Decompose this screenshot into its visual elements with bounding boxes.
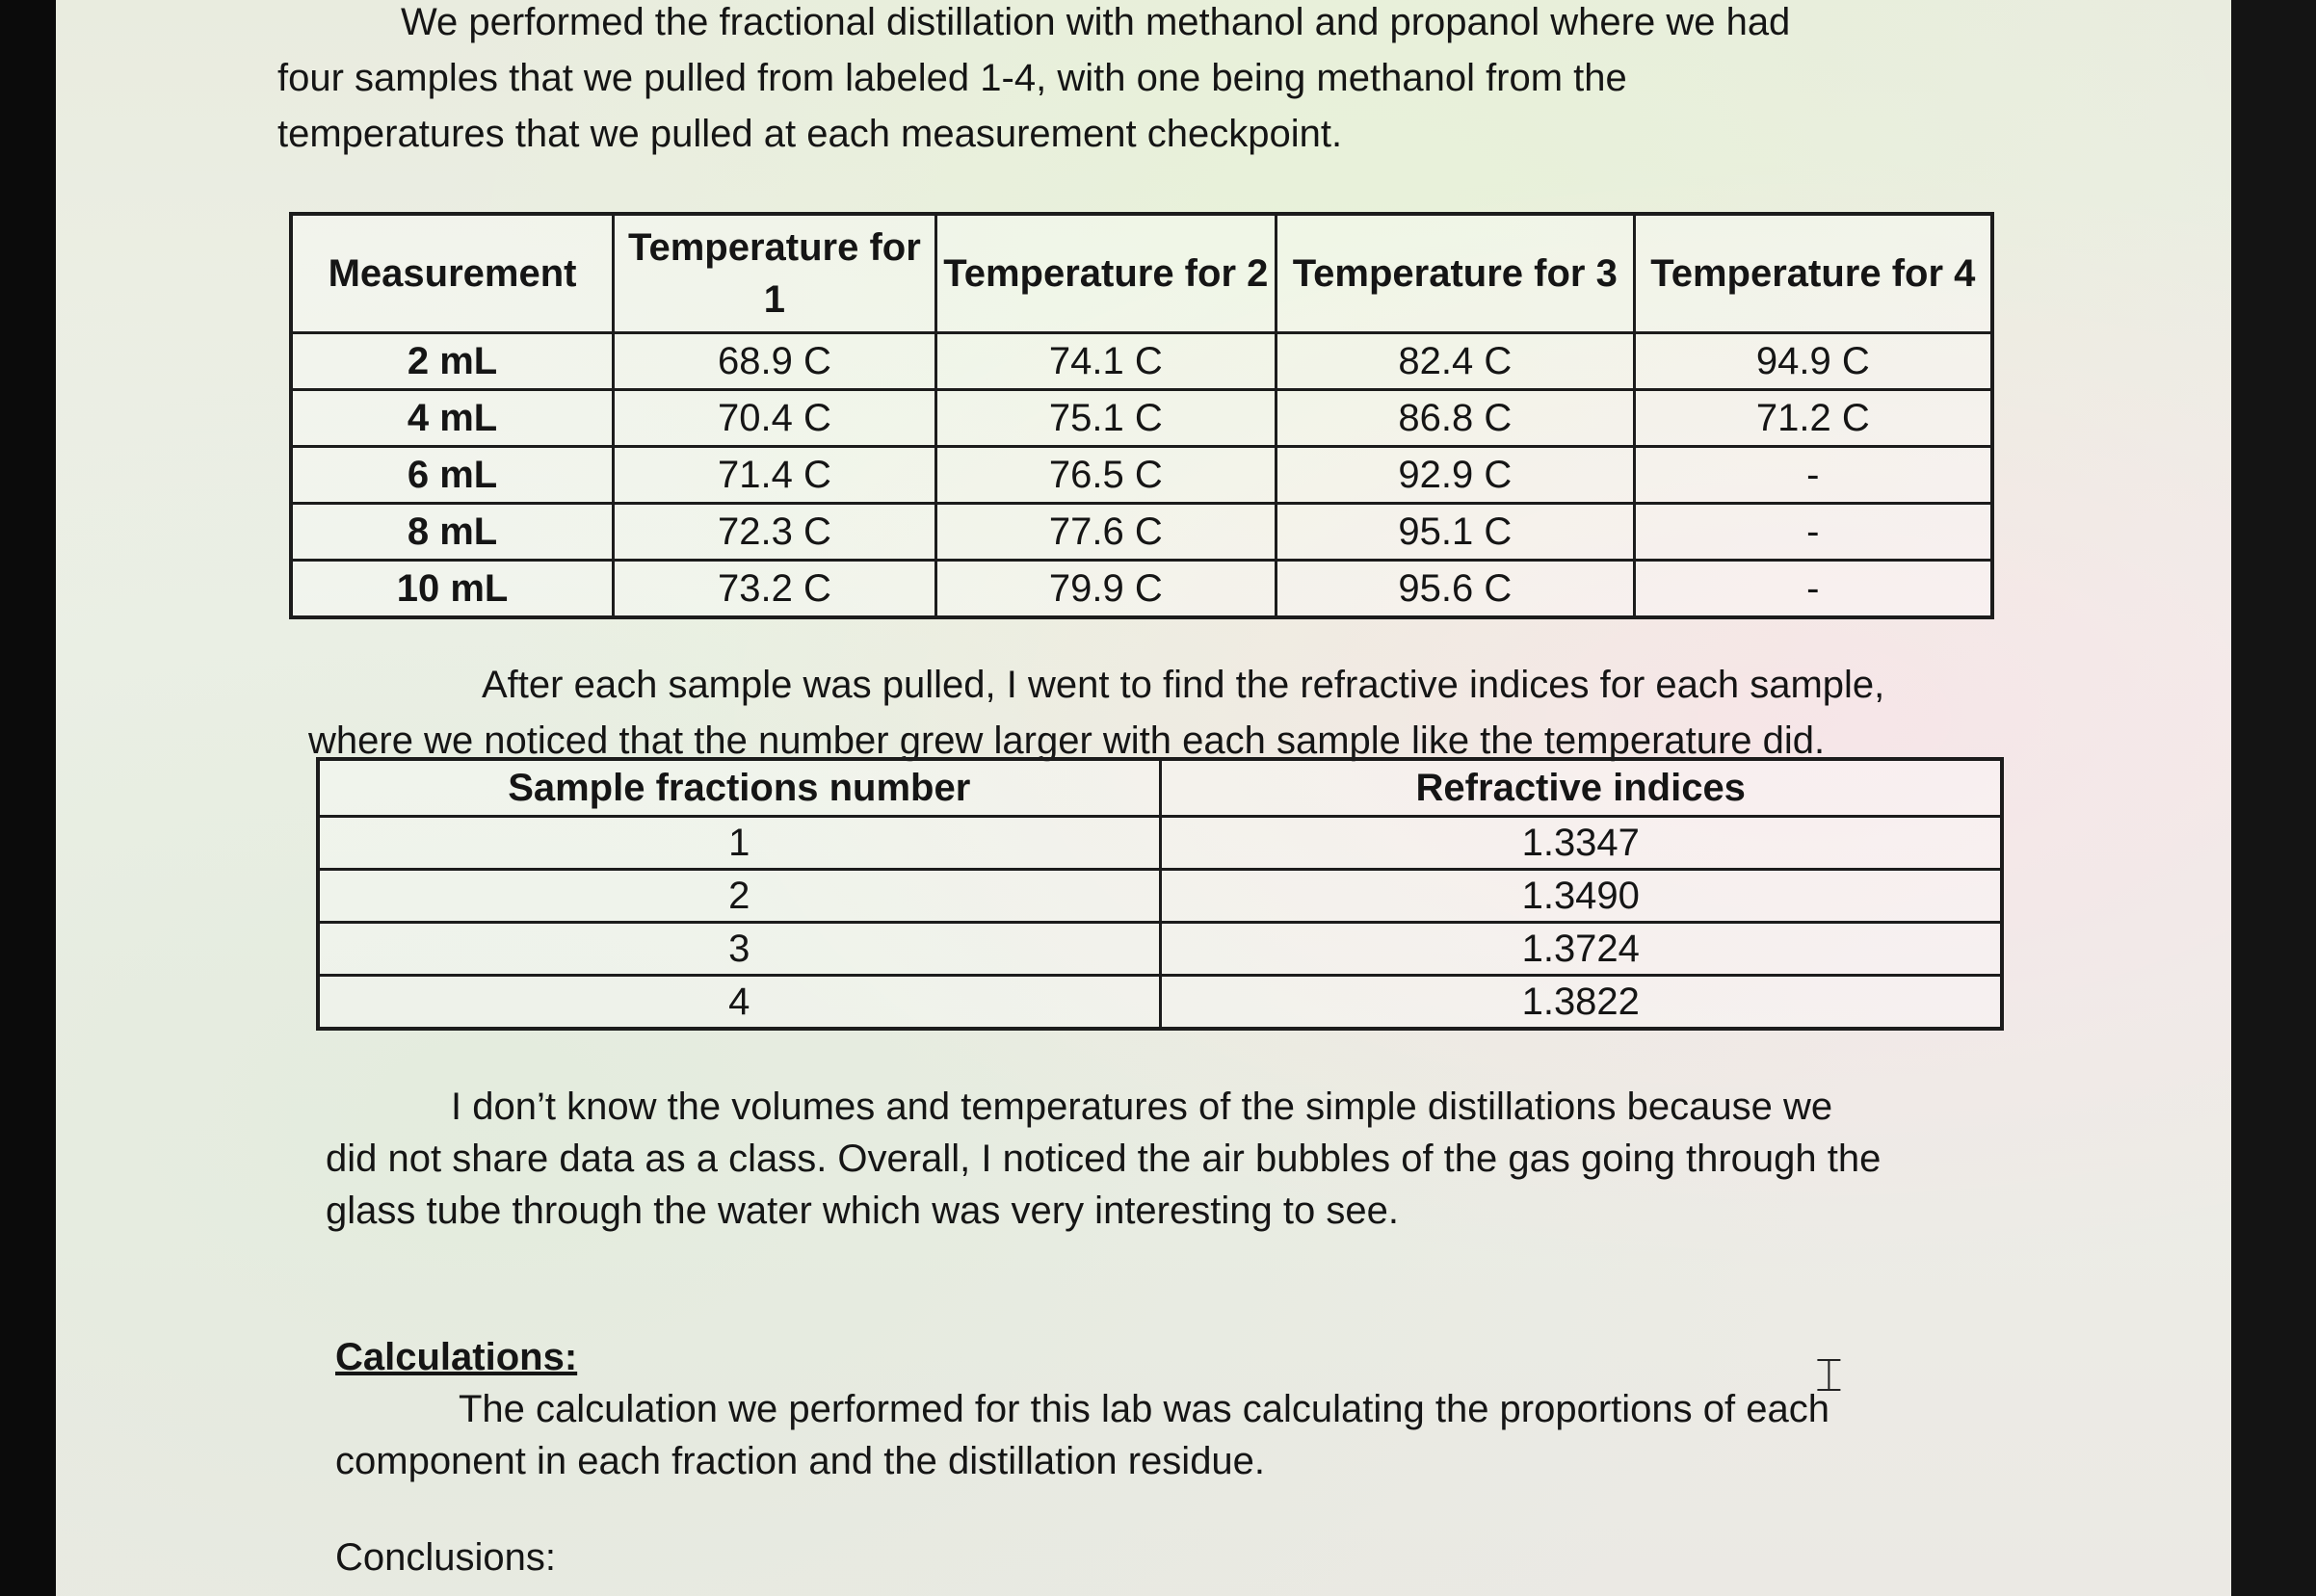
refractive-intro-line-1: After each sample was pulled, I went to find the refractive indices for each sample, (482, 664, 1885, 706)
temperature-cell: - (1634, 504, 1992, 561)
refractive-index-cell: 1.3347 (1160, 817, 2002, 870)
header-sample-fractions: Sample fractions number (318, 759, 1160, 817)
refractive-table-header-row (318, 759, 2002, 817)
sample-number-cell: 1 (318, 817, 1160, 870)
table-row (291, 561, 1992, 618)
intro-paragraph (277, 0, 2050, 162)
table-row (318, 817, 2002, 870)
header-measurement: Measurement (291, 214, 614, 333)
temperature-cell: 79.9 C (935, 561, 1276, 618)
observation-line-1: I don’t know the volumes and temperatures of the simple distillations because we (451, 1086, 1833, 1128)
calculations-line-1: The calculation we performed for this lab was calculating the proportions of each (459, 1388, 1829, 1430)
temperature-cell: 92.9 C (1276, 447, 1634, 504)
refractive-intro-paragraph (308, 657, 2042, 769)
table-row (318, 976, 2002, 1030)
temperature-cell: 76.5 C (935, 447, 1276, 504)
temperature-cell: 74.1 C (935, 333, 1276, 390)
measurement-cell: 2 mL (291, 333, 614, 390)
measurement-cell: 8 mL (291, 504, 614, 561)
temperature-cell: 94.9 C (1634, 333, 1992, 390)
temperature-cell: 68.9 C (614, 333, 936, 390)
intro-line-2: four samples that we pulled from labeled 1-4, with one being methanol from the (277, 57, 1627, 99)
refractive-index-table (316, 757, 2004, 1031)
temperature-cell: 72.3 C (614, 504, 936, 561)
measurement-cell: 4 mL (291, 390, 614, 447)
sample-number-cell: 2 (318, 870, 1160, 923)
refractive-intro-line-2: where we noticed that the number grew larger with each sample like the temperature did. (308, 720, 1826, 762)
intro-line-1: We performed the fractional distillation with methanol and propanol where we had (401, 1, 1791, 43)
intro-line-3: temperatures that we pulled at each measurement checkpoint. (277, 113, 1343, 155)
sample-number-cell: 4 (318, 976, 1160, 1030)
refractive-index-cell: 1.3490 (1160, 870, 2002, 923)
temperature-table (289, 212, 1994, 619)
document-page[interactable] (56, 0, 2231, 1596)
table-row (291, 390, 1992, 447)
observation-paragraph (326, 1081, 2040, 1237)
temperature-cell: 71.4 C (614, 447, 936, 504)
temperature-cell: 86.8 C (1276, 390, 1634, 447)
measurement-cell: 10 mL (291, 561, 614, 618)
refractive-index-cell: 1.3724 (1160, 923, 2002, 976)
header-refractive-indices: Refractive indices (1160, 759, 2002, 817)
temperature-cell: 75.1 C (935, 390, 1276, 447)
text-cursor-icon: ⌶ (1815, 1348, 1843, 1402)
table-row (318, 923, 2002, 976)
table-row (291, 333, 1992, 390)
temperature-cell: - (1634, 447, 1992, 504)
table-row (291, 504, 1992, 561)
sample-number-cell: 3 (318, 923, 1160, 976)
calculations-section (335, 1331, 2050, 1583)
header-temperature-1: Temperature for 1 (614, 214, 936, 333)
header-temperature-4: Temperature for 4 (1634, 214, 1992, 333)
table-row (318, 870, 2002, 923)
observation-line-3: glass tube through the water which was very interesting to see. (326, 1190, 1399, 1232)
header-temperature-2: Temperature for 2 (935, 214, 1276, 333)
temperature-cell: 73.2 C (614, 561, 936, 618)
temperature-cell: 77.6 C (935, 504, 1276, 561)
screen-bezel-right (2231, 0, 2316, 1596)
temperature-cell: 70.4 C (614, 390, 936, 447)
calculations-heading: Calculations: (335, 1336, 578, 1378)
calculations-line-2: component in each fraction and the distillation residue. (335, 1440, 1266, 1482)
temperature-cell: 95.6 C (1276, 561, 1634, 618)
temperature-cell: 82.4 C (1276, 333, 1634, 390)
measurement-cell: 6 mL (291, 447, 614, 504)
temperature-table-header-row (291, 214, 1992, 333)
screen-bezel-left (0, 0, 56, 1596)
conclusions-heading: Conclusions: (335, 1536, 557, 1579)
temperature-cell: 71.2 C (1634, 390, 1992, 447)
table-row (291, 447, 1992, 504)
refractive-index-cell: 1.3822 (1160, 976, 2002, 1030)
temperature-cell: 95.1 C (1276, 504, 1634, 561)
observation-line-2: did not share data as a class. Overall, I noticed the air bubbles of the gas going through the (326, 1138, 1882, 1180)
temperature-cell: - (1634, 561, 1992, 618)
header-temperature-3: Temperature for 3 (1276, 214, 1634, 333)
